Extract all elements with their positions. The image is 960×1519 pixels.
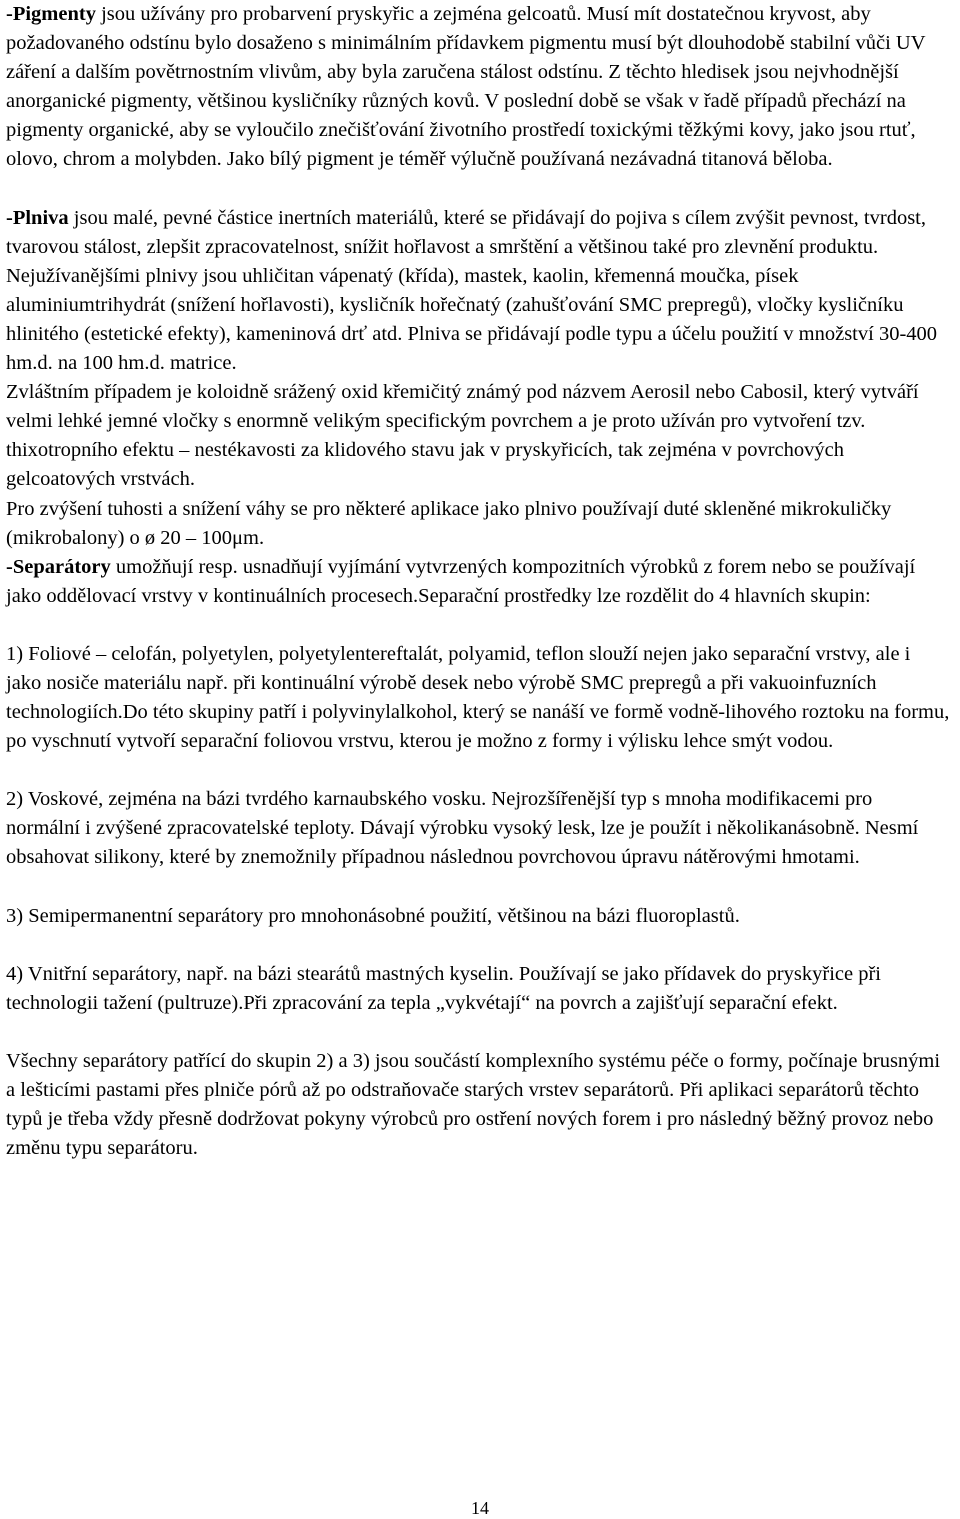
paragraph-gap <box>6 1018 950 1047</box>
paragraph-aerosil: Zvláštním případem je koloidně srážený oxid křemičitý známý pod názvem Aerosil nebo Cabosil, který vytváří velmi lehké jemné vločky s enormně velikým specifickým povrchem a je proto užíván pro vytvoření tzv. thixotropního efektu – nestékavosti za klidového stavu jak v pryskyřicích, tak zejména v povrchových gelcoatových vrstvách. <box>6 381 919 491</box>
text-pigmenty: jsou užívány pro probarvení pryskyřic a zejména gelcoatů. Musí mít dostatečnou kryvost, aby požadovaného odstínu bylo dosaženo s minimálním přídavkem pigmentu musí být dlouhodobě stabilní vůči UV záření a dalším povětrnostním vlivům, aby byla zaručena stálost odstínu. Z těchto hledisek jsou nejvhodnější anorganické pigmenty, většinou kysličníky různých kovů. V poslední době se však v řadě případů přechází na pigmenty organické, aby se vyloučilo znečišťování životního prostředí toxickými těžkými kovy, jako jsou rtuť, olovo, chrom a molybden. Jako bílý pigment je téměř výlučně používaná nezávadná titanová běloba. <box>6 3 926 171</box>
text-plniva: jsou malé, pevné částice inertních materiálů, které se přidávají do pojiva s cílem zvýšit pevnost, tvrdost, tvarovou stálost, zlepšit zpracovatelnost, snížit hořlavost a smrštění a většinou také pro zlevnění produktu. Nejužívanějšími plnivy jsou uhličitan vápenatý (křída), mastek, kaolin, křemenná moučka, písek aluminiumtrihydrát (snížení hořlavosti), kysličník hořečnatý (zahušťování SMC prepregů), vločky kysličníku hlinitého (estetické efekty), kameninová drť atd. Plniva se přidávají podle typu a účelu použití v množství 30-400 hm.d. na 100 hm.d. matrice. <box>6 206 938 375</box>
document-page <box>6 0 950 1163</box>
paragraph-separatory <box>6 553 950 611</box>
paragraph-gap <box>6 756 950 785</box>
paragraph-closing: Všechny separátory patřící do skupin 2) a 3) jsou součástí komplexního systému péče o formy, počínaje brusnými a lešticími pastami přes plniče pórů až po odstraňovače starých vrstev separátorů. Při aplikaci separátorů těchto typů je třeba vždy přesně dodržovat pokyny výrobců pro ostření nových forem i pro následný běžný provoz nebo změnu typu separátoru. <box>6 1049 941 1160</box>
paragraph-gap <box>6 931 950 960</box>
term-separatory: -Separátory <box>6 555 111 578</box>
paragraph-group-2: 2) Voskové, zejména na bázi tvrdého karnaubského vosku. Nejrozšířenější typ s mnoha modifikacemi pro normální i zvýšené zpracovatelské teploty. Dávají výrobku vysoký lesk, lze je použít i několikanásobně. Nesmí obsahovat silikony, které by znemožnily případnou následnou povrchovou úpravu nátěrovými hmotami. <box>6 788 919 869</box>
paragraph-plniva <box>6 204 950 379</box>
paragraph-gap <box>6 873 950 902</box>
text-separatory: umožňují resp. usnadňují vyjímání vytvrzených kompozitních výrobků z forem nebo se používají jako oddělovací vrstvy v kontinuálních procesech.Separační prostředky lze rozdělit do 4 hlavních skupin: <box>6 555 916 607</box>
paragraph-group-4: 4) Vnitřní separátory, např. na bázi stearátů mastných kyselin. Používají se jako přídavek do pryskyřice při technologii tažení (pultruze).Při zpracování za tepla „vykvétají“ na povrch a zajišťují separační efekt. <box>6 962 881 1014</box>
paragraph-gap <box>6 611 950 640</box>
paragraph-group-1: 1) Foliové – celofán, polyetylen, polyetylentereftalát, polyamid, teflon slouží nejen jako separační vrstvy, ale i jako nosiče materiálu např. při kontinuální výrobě desek nebo výrobě SMC prepregů a při vakuoinfuzních technologiích.Do této skupiny patří i polyvinylalkohol, který se nanáší ve formě vodně-lihového roztoku na formu, po vyschnutí vytvoří separační foliovou vrstvu, kterou je možno z formy i výlisku lehce smýt vodou. <box>6 642 950 753</box>
paragraph-pigmenty <box>6 0 950 175</box>
paragraph-group-3: 3) Semipermanentní separátory pro mnohonásobné použití, většinou na bázi fluoroplastů. <box>6 904 740 927</box>
paragraph-gap <box>6 175 950 204</box>
paragraph-mikrokulicky: Pro zvýšení tuhosti a snížení váhy se pro některé aplikace jako plnivo používají duté skleněné mikrokuličky (mikrobalony) o ø 20 – 100μm. <box>6 497 892 549</box>
term-plniva: -Plniva <box>6 206 69 229</box>
term-pigmenty: -Pigmenty <box>6 3 96 25</box>
page-number: 14 <box>471 1498 489 1518</box>
